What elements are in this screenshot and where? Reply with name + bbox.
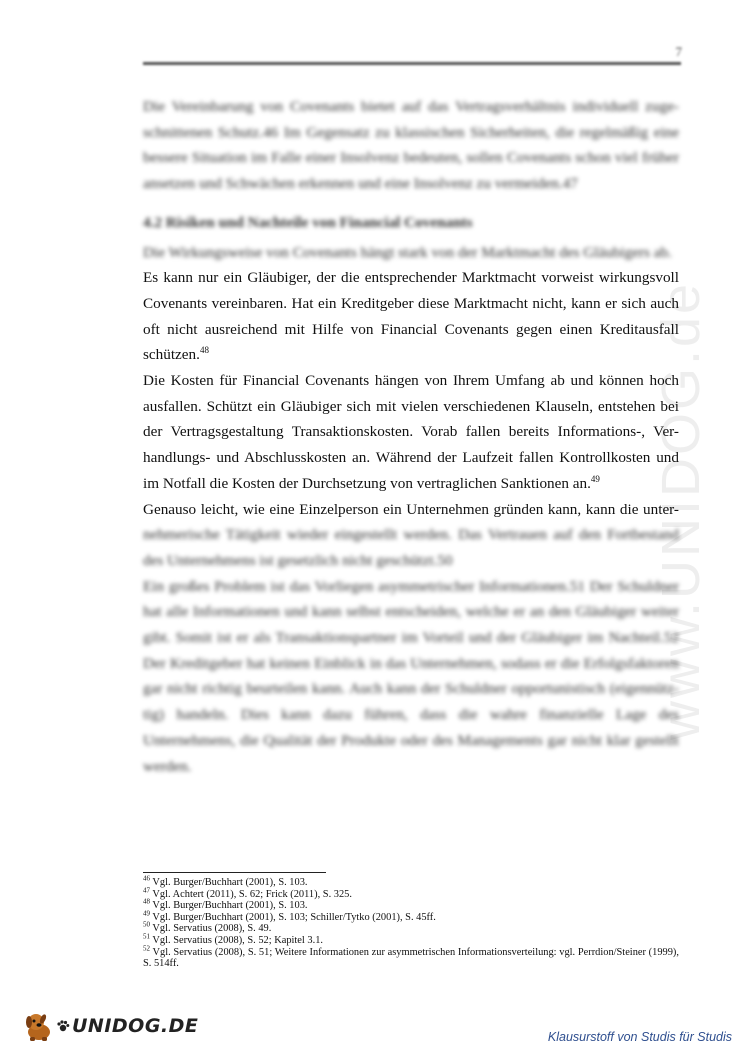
footnote-number: 47 <box>143 886 150 895</box>
paragraph-2 <box>143 265 679 368</box>
section-heading: 4.2 Risiken und Nachteile von Financial Covenants <box>143 213 473 231</box>
footnote-number: 50 <box>143 920 150 929</box>
paragraph-5-blurred: Ein großes Problem ist das Vorliegen asymmetrischer Informationen.51 Der Schuldner hat alle Informationen und kann selbst entscheiden, welche er an den Gläubiger weiter gibt. Somit ist er als Transaktionspartner im Vorteil und der Gläubiger im Nachteil.52 Der Kreditgeber hat keinen Einblick in das Unternehmen, sodass er die Erfolgsfaktoren gar nicht richtig beurteilen kann. Auch kann der Schuldner opportunistisch (eigennütz-tig) handeln. Dies kann dazu führen, dass die wahre finanzielle Lage des Unternehmens, die Qualität der Produkte oder des Managements gar nicht klar gestellt werden. <box>143 577 679 775</box>
footnote <box>143 932 679 947</box>
footnote <box>143 944 679 970</box>
paw-icon <box>56 1019 70 1033</box>
footnote-text: Vgl. Burger/Buchhart (2001), S. 103; Schiller/Tytko (2001), S. 45ff. <box>152 911 436 923</box>
footnote <box>143 886 679 901</box>
footnote <box>143 909 679 924</box>
header-rule <box>143 62 681 65</box>
footnote-text: Vgl. Servatius (2008), S. 49. <box>152 923 272 935</box>
footnote-ref-48: 48 <box>199 345 209 356</box>
unidog-logo[interactable] <box>22 1010 198 1042</box>
footnote-text: Vgl. Servatius (2008), S. 52; Kapitel 3.1. <box>152 934 323 946</box>
footnote <box>143 920 679 935</box>
logo-text: UNIDOG.DE <box>72 1015 199 1037</box>
paragraph-3 <box>143 368 679 497</box>
paragraph-4-blurred: nehmerische Tätigkeit wieder eingestellt werden. Das Vertrauen auf den Fortbestand des Unternehmens ist gesetzlich nicht geschützt.50 <box>143 526 679 569</box>
footer-tagline: Klausurstoff von Studis für Studis <box>547 1030 732 1044</box>
footnote-separator <box>143 872 326 873</box>
paragraph-4-first-line: Genauso leicht, wie eine Einzelperson ein Unternehmen gründen kann, kann die unter- <box>143 500 679 518</box>
footnote-number: 46 <box>143 874 150 883</box>
page-number: 7 <box>675 44 682 59</box>
dog-mascot-icon <box>22 1010 56 1042</box>
paragraph-2-text: Es kann nur ein Gläubiger, der die entsprechender Marktmacht vorweist wirkungsvoll Covenants vereinbaren. Hat ein Kreditgeber diese Marktmacht nicht, kann er sich auch oft nicht ausreichend mit Hilfe von Financial Covenants gegen einen Kreditausfall schützen. <box>143 269 679 364</box>
footnote-number: 52 <box>143 944 150 953</box>
footnote-text: Vgl. Burger/Buchhart (2001), S. 103. <box>152 900 308 912</box>
document-body <box>143 94 679 779</box>
footnote-text: Vgl. Servatius (2008), S. 51; Weitere Informationen zur asymmetrischen Informationsverteilung: vgl. Perrdion/Steiner (1999), S. 514ff. <box>143 946 679 970</box>
paragraph-2-first-line-blurred: Die Wirkungsweise von Covenants hängt stark von der Marktmacht des Gläubigers ab. <box>143 243 672 261</box>
paragraph-3-text: Die Kosten für Financial Covenants hängen von Ihrem Umfang ab und können hoch ausfallen. Schützt ein Gläubiger sich mit vielen verschiedenen Klauseln, entstehen bei der Vertragsgestaltung Transaktionskosten. Vorab fallen bereits Informations-, Ver-handlungs- und Abschlusskosten an. Während der Laufzeit fallen Kontrollkosten und im Notfall die Kosten der Durchsetzung von vertraglichen Sanktionen an. <box>143 372 679 492</box>
footnote-number: 48 <box>143 897 150 906</box>
footnote <box>143 897 679 912</box>
footnote-text: Vgl. Achtert (2011), S. 62; Frick (2011), S. 325. <box>152 888 352 900</box>
watermark: www.UNIDOG.de <box>651 280 711 740</box>
footnote-ref-49: 49 <box>590 473 600 484</box>
footnote-number: 51 <box>143 932 150 941</box>
footnote-text: Vgl. Burger/Buchhart (2001), S. 103. <box>152 877 308 888</box>
footnote <box>143 874 679 889</box>
footnotes <box>143 874 679 970</box>
paragraph-1-blurred: Die Vereinbarung von Covenants bietet auf das Vertragsverhältnis individuell zuge-schnittenen Schutz.46 Im Gegensatz zu klassischen Sicherheiten, die regelmäßig eine bessere Situation im Falle einer Insolvenz bedeuten, sollen Covenants schon viel früher ansetzen und Schwächen erkennen und eine Insolvenz zu vermeiden.47 <box>143 98 679 193</box>
footnote-number: 49 <box>143 909 150 918</box>
